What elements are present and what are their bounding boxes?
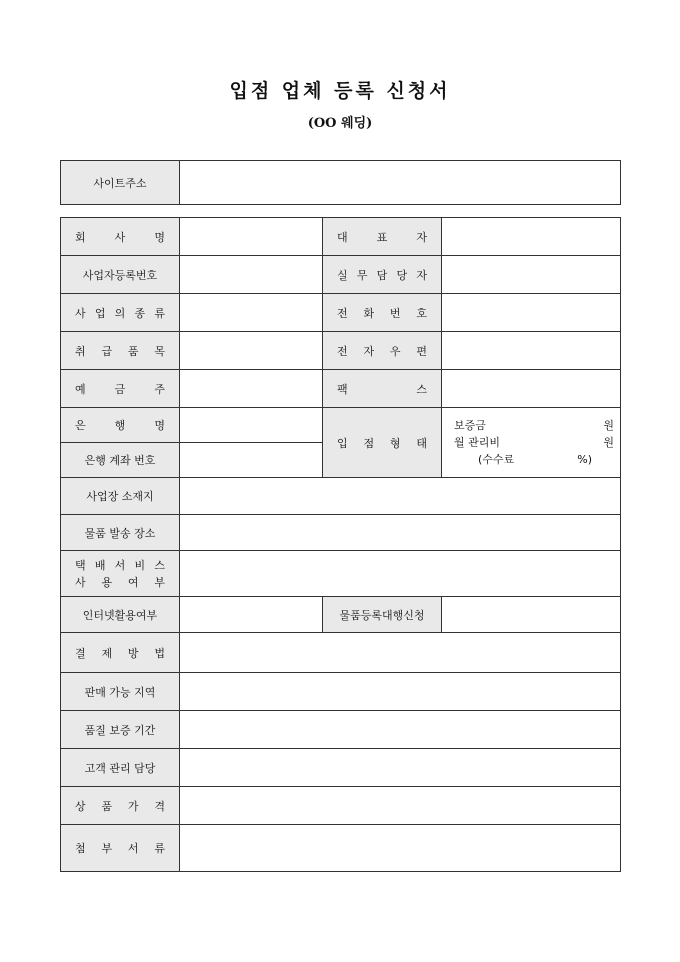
- product-price-field[interactable]: [180, 787, 621, 825]
- bank-name-field[interactable]: [180, 408, 323, 443]
- site-table: [60, 160, 621, 205]
- bank-account-label: 은행 계좌 번호: [61, 443, 180, 478]
- deposit-label: 보증금: [454, 419, 486, 432]
- email-field[interactable]: [442, 332, 621, 370]
- fax-field[interactable]: [442, 370, 621, 408]
- fax-label: 팩 스: [323, 370, 442, 408]
- internet-usage-field[interactable]: [180, 597, 323, 633]
- business-address-label: 사업장 소재지: [61, 478, 180, 515]
- product-price-label: 상 품 가 격: [61, 787, 180, 825]
- entry-type-label: 입 점 형 태: [323, 408, 442, 478]
- shipping-location-label: 물품 발송 장소: [61, 515, 180, 551]
- phone-label: 전 화 번 호: [323, 294, 442, 332]
- manager-label: 실 무 담 당 자: [323, 256, 442, 294]
- ceo-field[interactable]: [442, 218, 621, 256]
- commission-label: (수수료: [478, 453, 515, 466]
- business-reg-number-field[interactable]: [180, 256, 323, 294]
- site-address-field[interactable]: [180, 161, 621, 205]
- internet-usage-label: 인터넷활용여부: [61, 597, 180, 633]
- quality-warranty-field[interactable]: [180, 711, 621, 749]
- ceo-label: 대 표 자: [323, 218, 442, 256]
- depositor-field[interactable]: [180, 370, 323, 408]
- page-title: 입점 업체 등록 신청서: [229, 80, 451, 102]
- monthly-fee-label: 월 관리비: [454, 436, 501, 449]
- delivery-service-field[interactable]: [180, 551, 621, 597]
- delivery-service-label: [61, 551, 180, 597]
- company-name-field[interactable]: [180, 218, 323, 256]
- entry-type-info[interactable]: [442, 408, 621, 478]
- registration-table: [60, 217, 621, 872]
- product-registration-agent-label: 물품등록대행신청: [323, 597, 442, 633]
- business-address-field[interactable]: [180, 478, 621, 515]
- business-type-field[interactable]: [180, 294, 323, 332]
- phone-field[interactable]: [442, 294, 621, 332]
- items-label: 취 급 품 목: [61, 332, 180, 370]
- depositor-label: 예 금 주: [61, 370, 180, 408]
- monthly-fee-unit: 원: [603, 436, 614, 449]
- business-reg-number-label: 사업자등록번호: [61, 256, 180, 294]
- delivery-service-label-line2: 사 용 여 부: [75, 575, 165, 589]
- customer-care-field[interactable]: [180, 749, 621, 787]
- manager-field[interactable]: [442, 256, 621, 294]
- quality-warranty-label: 품질 보증 기간: [61, 711, 180, 749]
- sales-region-field[interactable]: [180, 673, 621, 711]
- attachments-label: 첨 부 서 류: [61, 825, 180, 872]
- delivery-service-label-line1: 택 배 서 비 스: [75, 558, 165, 572]
- page-subtitle: (OO 웨딩): [307, 116, 373, 131]
- payment-method-field[interactable]: [180, 633, 621, 673]
- email-label: 전 자 우 편: [323, 332, 442, 370]
- payment-method-label: 결 제 방 법: [61, 633, 180, 673]
- product-registration-agent-field[interactable]: [442, 597, 621, 633]
- company-name-label: 회 사 명: [61, 218, 180, 256]
- deposit-unit: 원: [603, 419, 614, 432]
- attachments-field[interactable]: [180, 825, 621, 872]
- bank-name-label: 은 행 명: [61, 408, 180, 443]
- commission-percent: %): [577, 453, 592, 466]
- sales-region-label: 판매 가능 지역: [61, 673, 180, 711]
- bank-account-field[interactable]: [180, 443, 323, 478]
- items-field[interactable]: [180, 332, 323, 370]
- site-address-label: 사이트주소: [61, 161, 180, 205]
- shipping-location-field[interactable]: [180, 515, 621, 551]
- business-type-label: 사 업 의 종 류: [61, 294, 180, 332]
- customer-care-label: 고객 관리 담당: [61, 749, 180, 787]
